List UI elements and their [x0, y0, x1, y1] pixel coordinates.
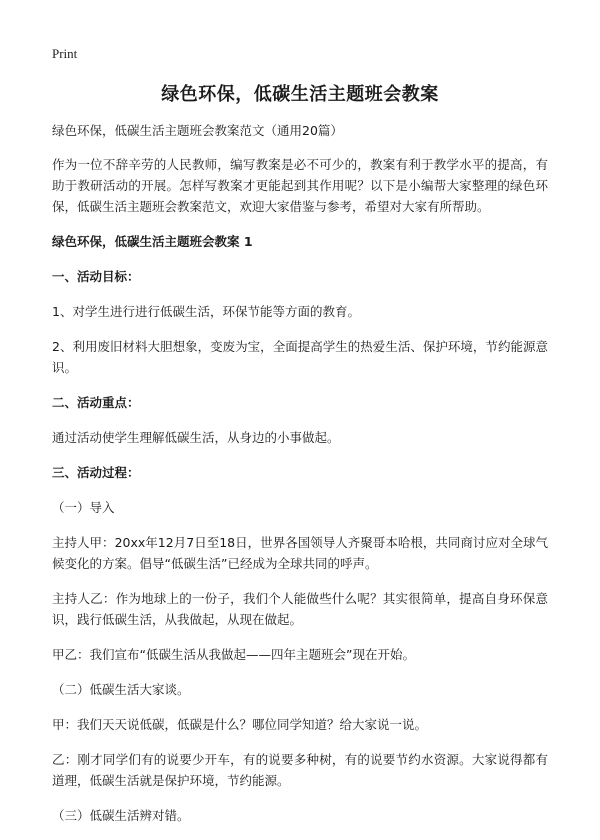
print-link[interactable]: Print — [52, 46, 78, 61]
goal-heading: 一、活动目标： — [52, 269, 140, 284]
process-part-3: （三）低碳生活辨对错。 — [52, 808, 190, 823]
process-heading: 三、活动过程： — [52, 465, 140, 480]
goal-item-2: 2、利用废旧材料大胆想象，变废为宝，全面提高学生的热爱生活、保护环境，节约能源意识。 — [52, 339, 548, 375]
process-part-2: （二）低碳生活大家谈。 — [52, 682, 190, 697]
section-heading: 绿色环保，低碳生活主题班会教案 1 — [52, 234, 253, 249]
article-subtitle: 绿色环保，低碳生活主题班会教案范文（通用20篇） — [52, 123, 343, 138]
process-part-1: （一）导入 — [52, 500, 115, 515]
host-b-paragraph: 主持人乙：作为地球上的一份子，我们个人能做些什么呢？其实很简单，提高自身环保意识，践行低碳生活，从我做起，从现在做起。 — [52, 591, 548, 627]
host-a-paragraph: 主持人甲：20xx年12月7日至18日，世界各国领导人齐聚哥本哈根，共同商讨应对全球气候变化的方案。倡导“低碳生活”已经成为全球共同的呼声。 — [52, 535, 548, 571]
article-body — [52, 120, 548, 840]
goal-item-1: 1、对学生进行进行低碳生活，环保节能等方面的教育。 — [52, 304, 360, 319]
jia-question-paragraph: 甲：我们天天说低碳，低碳是什么？哪位同学知道？给大家说一说。 — [52, 717, 428, 732]
page-title: 绿色环保，低碳生活主题班会教案 — [161, 84, 439, 105]
jia-yi-paragraph: 甲乙：我们宣布“低碳生活从我做起——四年主题班会”现在开始。 — [52, 647, 415, 662]
yi-answer-paragraph: 乙：刚才同学们有的说要少开车，有的说要多种树，有的说要节约水资源。大家说得都有道理，低碳生活就是保护环境，节约能源。 — [52, 752, 548, 788]
focus-text: 通过活动使学生理解低碳生活，从身边的小事做起。 — [52, 430, 340, 445]
focus-heading: 二、活动重点： — [52, 395, 140, 410]
intro-paragraph: 作为一位不辞辛劳的人民教师，编写教案是必不可少的，教案有利于教学水平的提高，有助于教研活动的开展。怎样写教案才更能起到其作用呢？以下是小编帮大家整理的绿色环保，低碳生活主题班会教案范文，欢迎大家借鉴与参考，希望对大家有所帮助。 — [52, 157, 548, 214]
